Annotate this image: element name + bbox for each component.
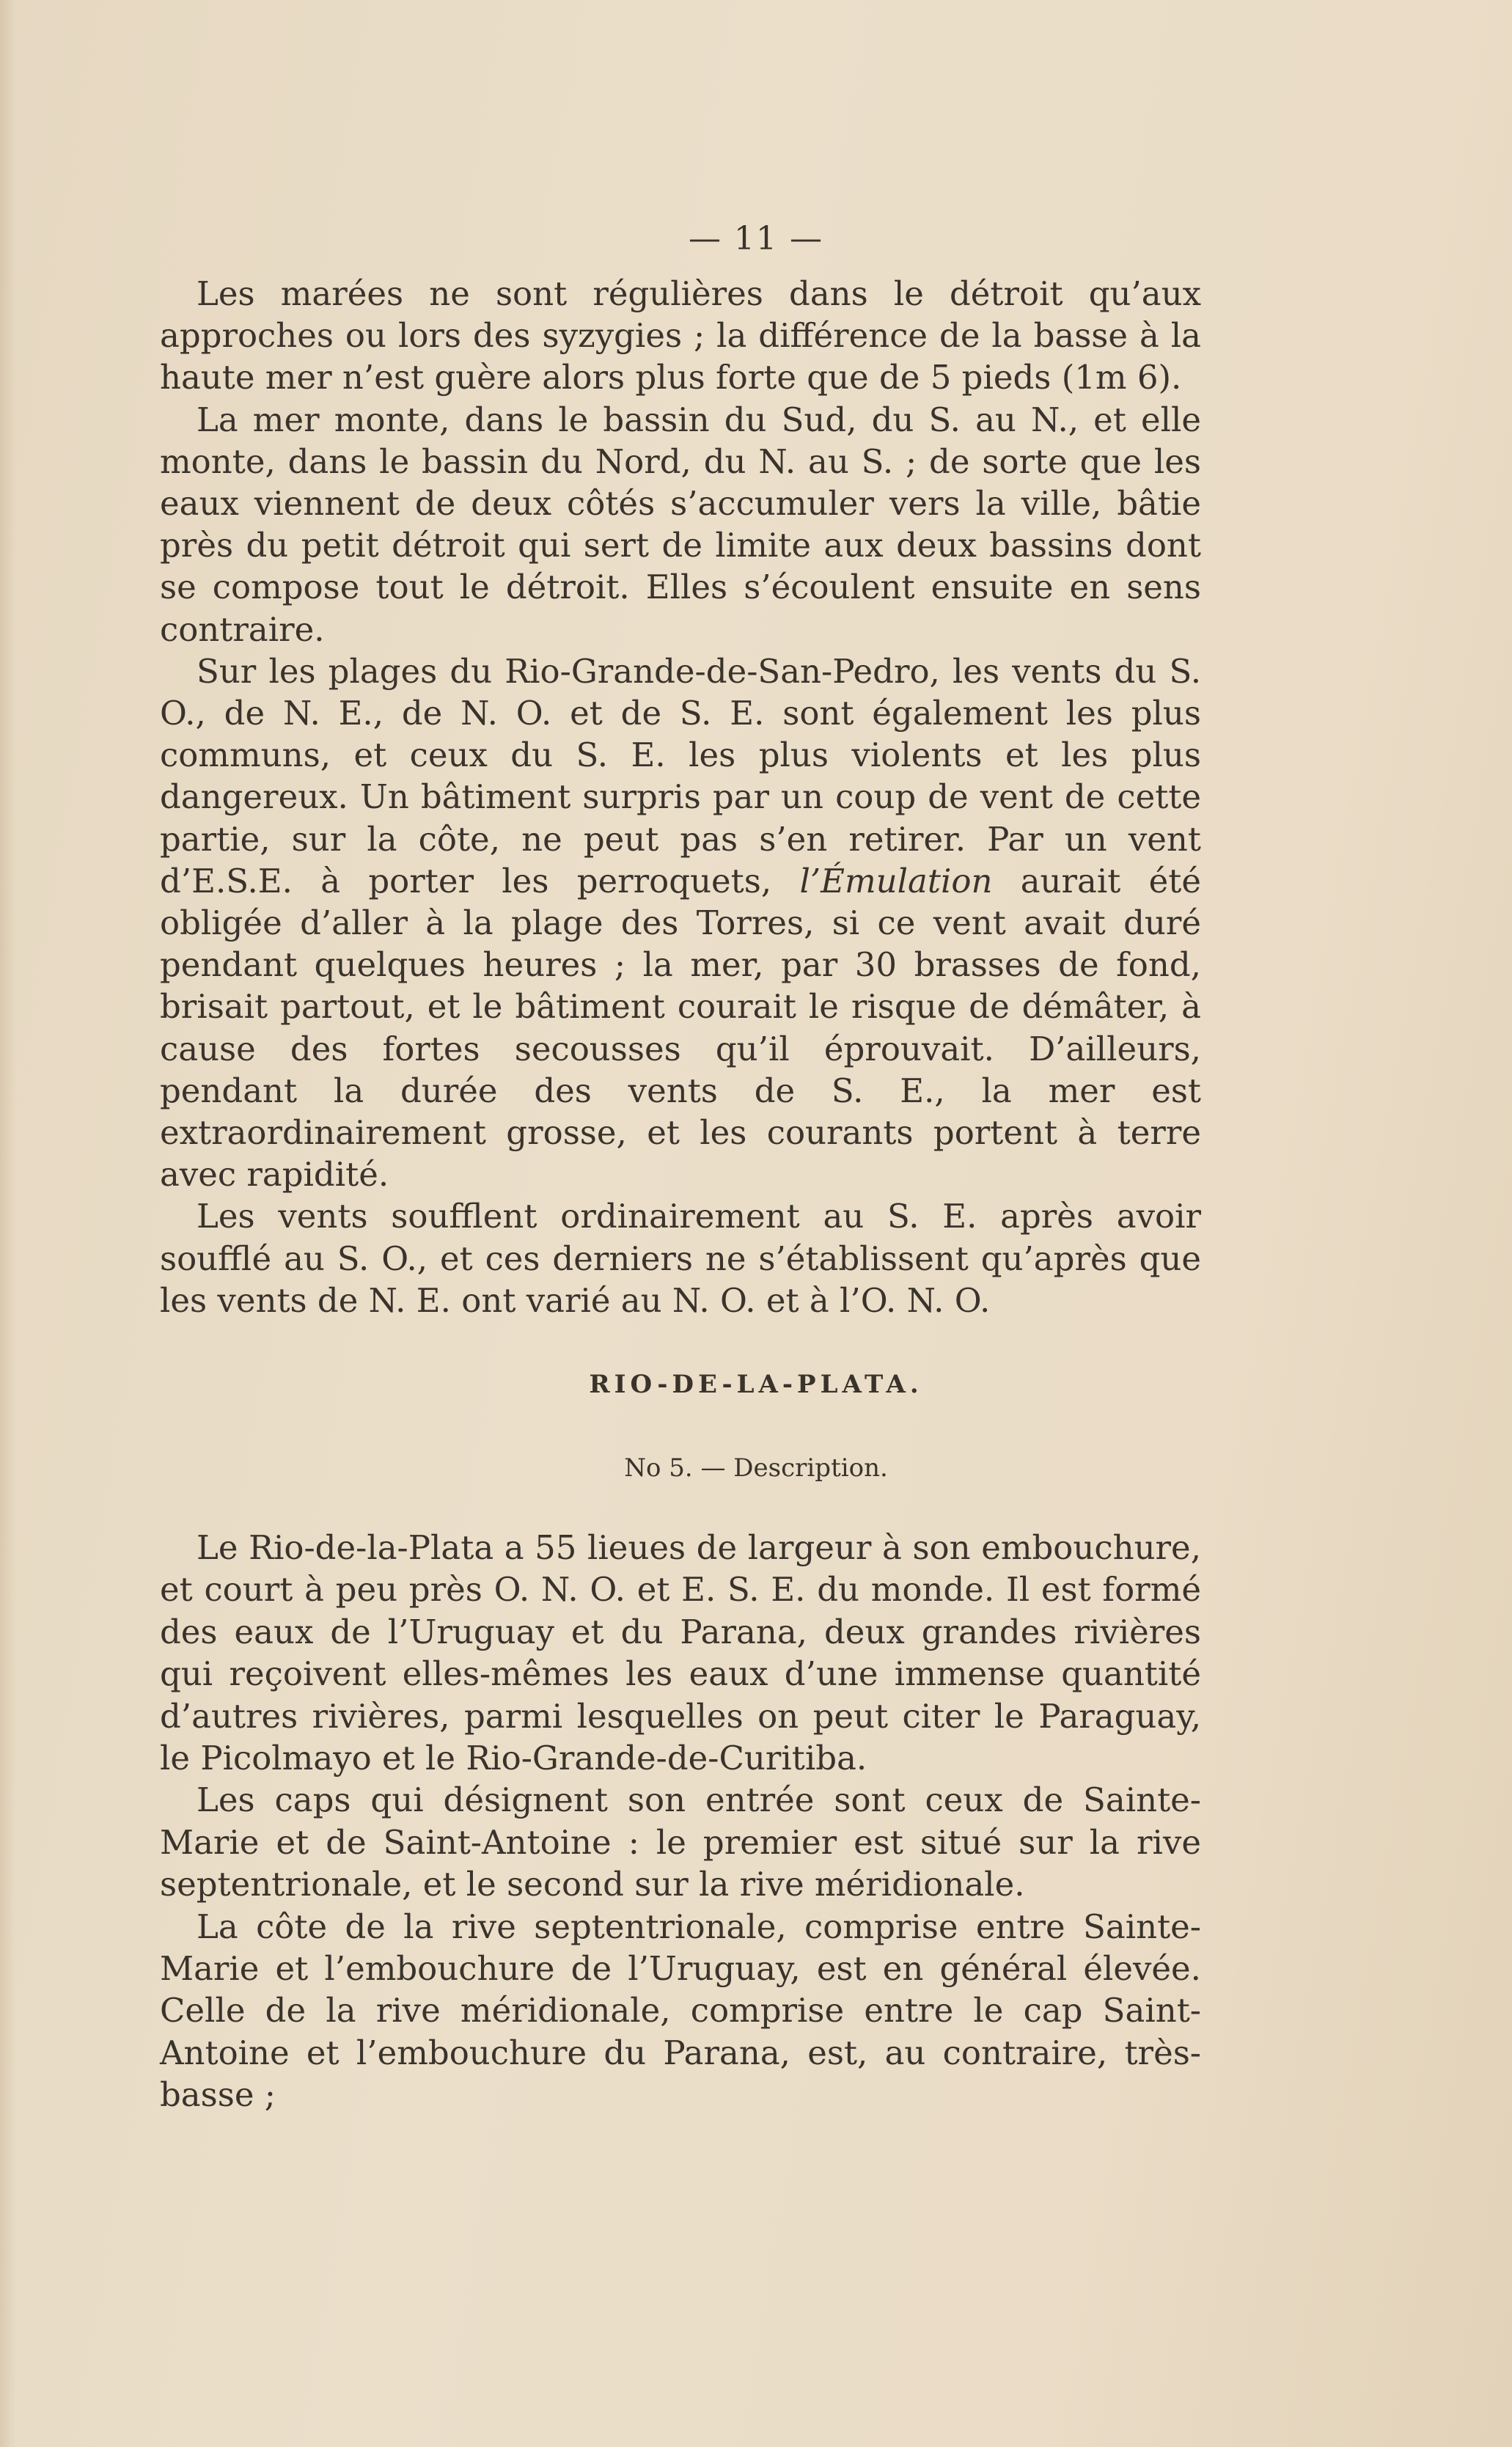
tides-and-winds-text [160,273,1201,1321]
paragraph-coast-description: La côte de la rive septentrionale, comprise entre Sainte-Marie et l’embouchure de l’Uruguay, est en général élevée. Celle de la rive méridionale, comprise entre le cap Saint-Antoine et l’embouchure du Parana, est, au contraire, très-basse ; [160,1907,1201,2115]
paragraph-winds-beaches [160,650,1201,1196]
ship-name-emulation: l’Émulation [799,861,993,900]
paragraph-tides: Les marées ne sont régulières dans le détroit qu’aux approches ou lors des syzygies ; la différence de la basse à la haute mer n’est guère alors plus forte que de 5 pieds (1m 6). [160,274,1201,397]
paragraph-sea-rise: La mer monte, dans le bassin du Sud, du S. au N., et elle monte, dans le bassin du Nord, du N. au S. ; de sorte que les eaux viennent de deux côtés s’accumuler vers la ville, bâtie près du petit détroit qui sert de limite aux deux bassins dont se compose tout le détroit. Elles s’écoulent ensuite en sens contraire. [160,400,1201,649]
paragraph-winds-text-end: aurait été obligée d’aller à la plage des Torres, si ce vent avait duré pendant quelques heures ; la mer, par 30 brasses de fond, brisait partout, et le bâtiment courait le risque de démâter, à cause des fortes secousses qu’il éprouvait. D’ailleurs, pendant la durée des vents de S. E., la mer est extraordinairement grosse, et les courants portent à terre avec rapidité. [160,861,1201,1195]
paragraph-winds-text-start: Sur les plages du Rio-Grande-de-San-Pedro, les vents du S. O., de N. E., de N. O. et de S. E. sont également les plus communs, et ceux du S. E. les plus violents et les plus dangereux. Un bâtiment surpris par un coup de vent de cette partie, sur la côte, ne peut pas s’en retirer. Par un vent d’E.S.E. à porter les perroquets, [160,651,1201,900]
page-number: — 11 — [689,220,823,257]
rio-de-la-plata-text [160,1527,1201,2116]
page-edge-shadow [0,0,16,2447]
section-title: RIO-DE-LA-PLATA. [589,1370,923,1399]
paragraph-winds-sequence: Les vents soufflent ordinairement au S. E. après avoir soufflé au S. O., et ces derniers ne s’établissent qu’après que les vents de N. E. ont varié au N. O. et à l’O. N. O. [160,1197,1201,1320]
paragraph-entrance-capes: Les caps qui désignent son entrée sont ceux de Sainte-Marie et de Saint-Antoine : le premier est situé sur la rive septentrionale, et le second sur la rive méridionale. [160,1780,1201,1904]
paragraph-river-width: Le Rio-de-la-Plata a 55 lieues de largeur à son embouchure, et court à peu près O. N. O. et E. S. E. du monde. Il est formé des eaux de l’Uruguay et du Parana, deux grandes rivières qui reçoivent elles-mêmes les eaux d’une immense quantité d’autres rivières, parmi lesquelles on peut citer le Paraguay, le Picolmayo et le Rio-Grande-de-Curitiba. [160,1528,1201,1778]
section-subtitle: No 5. — Description. [624,1453,888,1483]
